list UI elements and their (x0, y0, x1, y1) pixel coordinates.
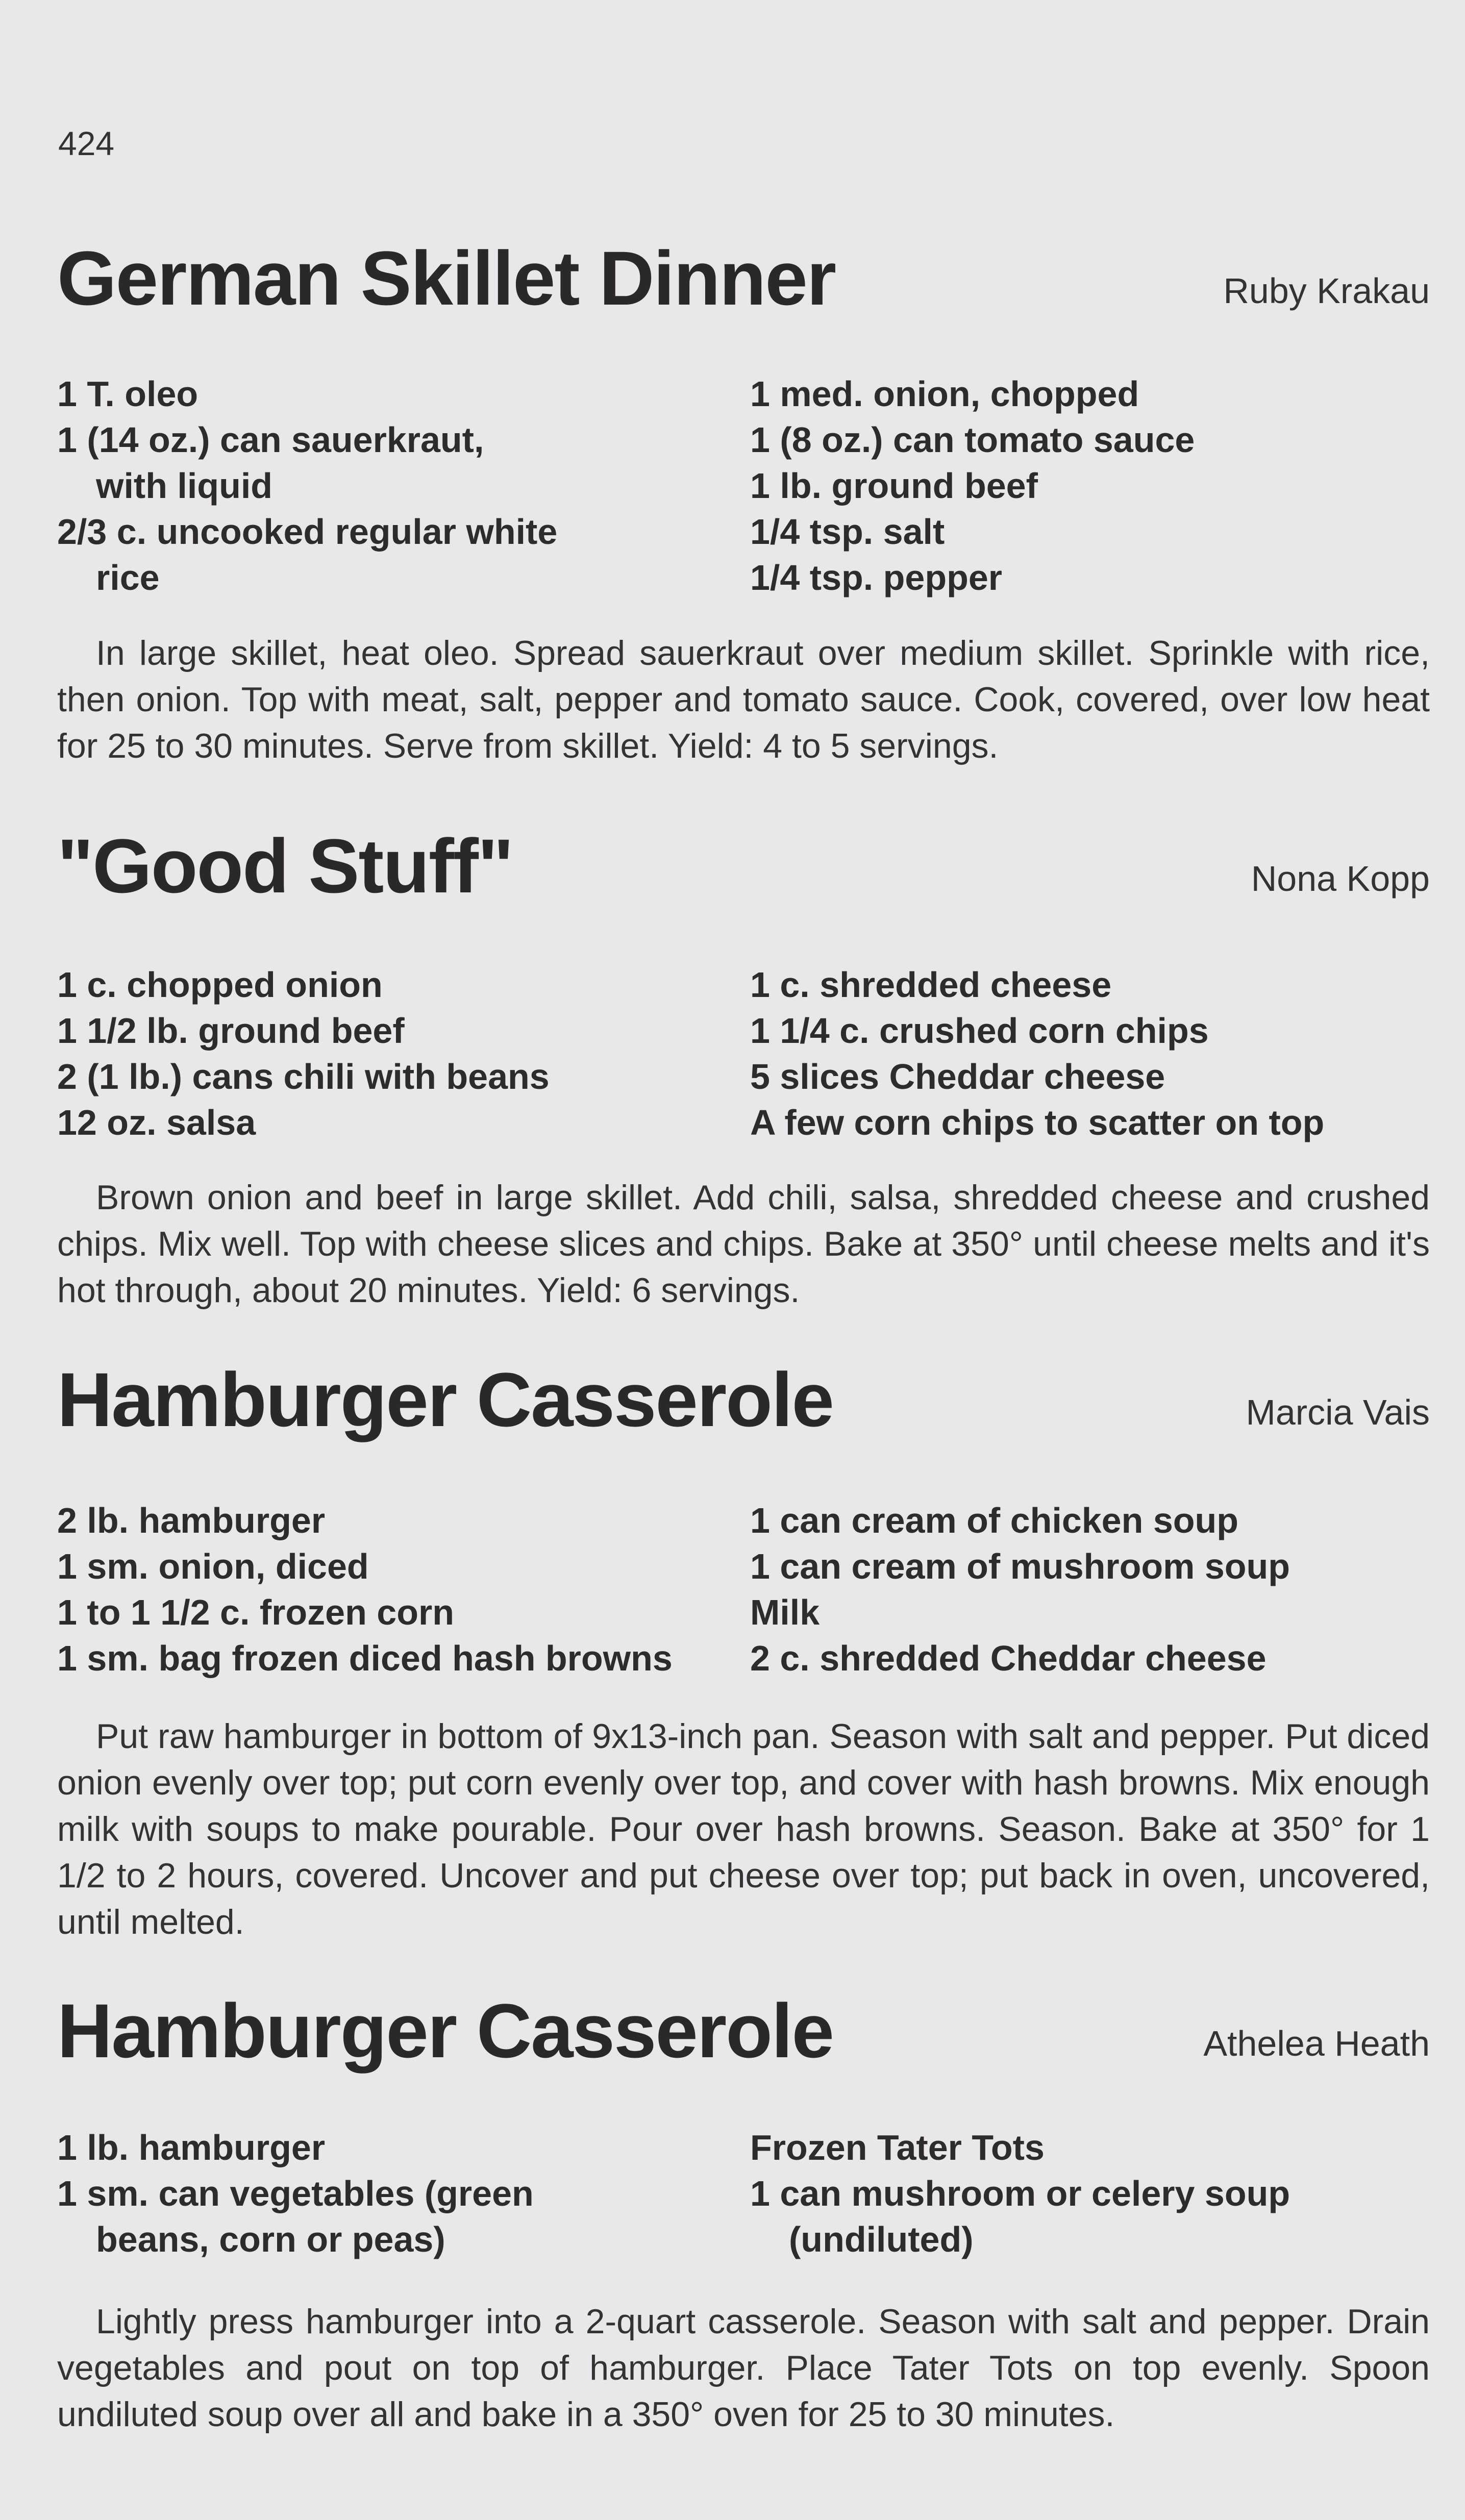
ingredient: 1 can cream of mushroom soup (750, 1546, 1290, 1586)
ingredients-left-column (57, 1498, 741, 1681)
ingredient: 12 oz. salsa (57, 1103, 256, 1142)
ingredient: 1 can cream of chicken soup (750, 1501, 1239, 1540)
ingredient-continued: beans, corn or peas) (96, 2219, 445, 2259)
ingredients-list (57, 2125, 1430, 2262)
ingredient: 2 c. shredded Cheddar cheese (750, 1638, 1267, 1678)
recipe-title: German Skillet Dinner (57, 235, 836, 321)
ingredient: 5 slices Cheddar cheese (750, 1057, 1165, 1096)
recipe-title: Hamburger Casserole (57, 1357, 833, 1442)
ingredient: 1/4 tsp. pepper (750, 558, 1003, 597)
ingredient: 1 sm. onion, diced (57, 1546, 369, 1586)
ingredient: 1 c. shredded cheese (750, 965, 1112, 1005)
recipe-header (57, 1988, 1430, 2082)
recipe-title: Hamburger Casserole (57, 1988, 833, 2074)
recipe-title: "Good Stuff" (57, 823, 513, 909)
ingredient-continued: rice (96, 558, 160, 597)
ingredient: Frozen Tater Tots (750, 2128, 1045, 2167)
ingredients-right-column (750, 962, 1434, 1145)
ingredient: A few corn chips to scatter on top (750, 1103, 1325, 1142)
ingredients-right-column (750, 371, 1434, 601)
ingredient-continued: (undiluted) (789, 2219, 974, 2259)
recipe-author: Ruby Krakau (1223, 271, 1430, 311)
ingredients-list (57, 371, 1430, 601)
ingredient: 2 (1 lb.) cans chili with beans (57, 1057, 550, 1096)
recipe-author: Athelea Heath (1203, 2024, 1430, 2063)
ingredients-left-column (57, 2125, 741, 2262)
recipe-hamburger-casserole-vais (57, 1357, 1430, 1941)
ingredients-list (57, 1498, 1430, 1681)
ingredients-right-column (750, 2125, 1434, 2262)
ingredient: 1 lb. ground beef (750, 466, 1038, 506)
recipe-header (57, 823, 1430, 917)
ingredient: 1 (8 oz.) can tomato sauce (750, 420, 1195, 460)
ingredient: 2/3 c. uncooked regular white (57, 512, 558, 552)
ingredient: 1 (14 oz.) can sauerkraut, (57, 420, 484, 460)
ingredient: 1 T. oleo (57, 374, 198, 414)
ingredient: 1 1/2 lb. ground beef (57, 1011, 405, 1051)
ingredient: 1 1/4 c. crushed corn chips (750, 1011, 1209, 1051)
ingredient: 2 lb. hamburger (57, 1501, 326, 1540)
recipe-german-skillet-dinner (57, 235, 1430, 765)
ingredient: Milk (750, 1592, 820, 1632)
recipe-header (57, 1357, 1430, 1451)
ingredient: 1 sm. bag frozen diced hash browns (57, 1638, 673, 1678)
ingredient: 1 lb. hamburger (57, 2128, 326, 2167)
ingredient-continued: with liquid (96, 466, 273, 506)
ingredient: 1 c. chopped onion (57, 965, 383, 1005)
ingredient: 1 sm. can vegetables (green (57, 2174, 534, 2213)
recipe-author: Marcia Vais (1246, 1392, 1430, 1432)
recipe-instructions: Put raw hamburger in bottom of 9x13-inch pan. Season with salt and pepper. Put diced onion evenly over top; put corn evenly over top, and cover with hash browns. Mix enough milk with soups to make pourable. Pour over hash browns. Season. Bake at 350° for 1 1/2 to 2 hours, covered. Uncover and put cheese over top; put back in oven, uncovered, until melted. (57, 1717, 1430, 1941)
page-number: 424 (58, 124, 115, 162)
recipe-hamburger-casserole-heath (57, 1988, 1430, 2434)
ingredient: 1/4 tsp. salt (750, 512, 945, 552)
ingredients-left-column (57, 371, 741, 601)
ingredients-right-column (750, 1498, 1434, 1681)
ingredient: 1 to 1 1/2 c. frozen corn (57, 1592, 454, 1632)
ingredients-left-column (57, 962, 741, 1145)
recipe-instructions: In large skillet, heat oleo. Spread sauerkraut over medium skillet. Sprinkle with rice, then onion. Top with meat, salt, pepper and tomato sauce. Cook, covered, over low heat for 25 to 30 minutes. Serve from skillet. Yield: 4 to 5 servings. (57, 634, 1430, 765)
ingredient: 1 can mushroom or celery soup (750, 2174, 1290, 2213)
recipe-instructions: Lightly press hamburger into a 2-quart casserole. Season with salt and pepper. Drain vegetables and pout on top of hamburger. Place Tater Tots on top evenly. Spoon undiluted soup over all and bake in a 350° oven for 25 to 30 minutes. (57, 2302, 1430, 2434)
recipe-good-stuff (57, 823, 1430, 1310)
recipe-header (57, 235, 1430, 329)
ingredients-list (57, 962, 1430, 1145)
recipe-author: Nona Kopp (1251, 859, 1430, 899)
ingredient: 1 med. onion, chopped (750, 374, 1139, 414)
recipe-instructions: Brown onion and beef in large skillet. Add chili, salsa, shredded cheese and crushed chips. Mix well. Top with cheese slices and chips. Bake at 350° until cheese melts and it's hot through, about 20 minutes. Yield: 6 servings. (57, 1178, 1430, 1310)
